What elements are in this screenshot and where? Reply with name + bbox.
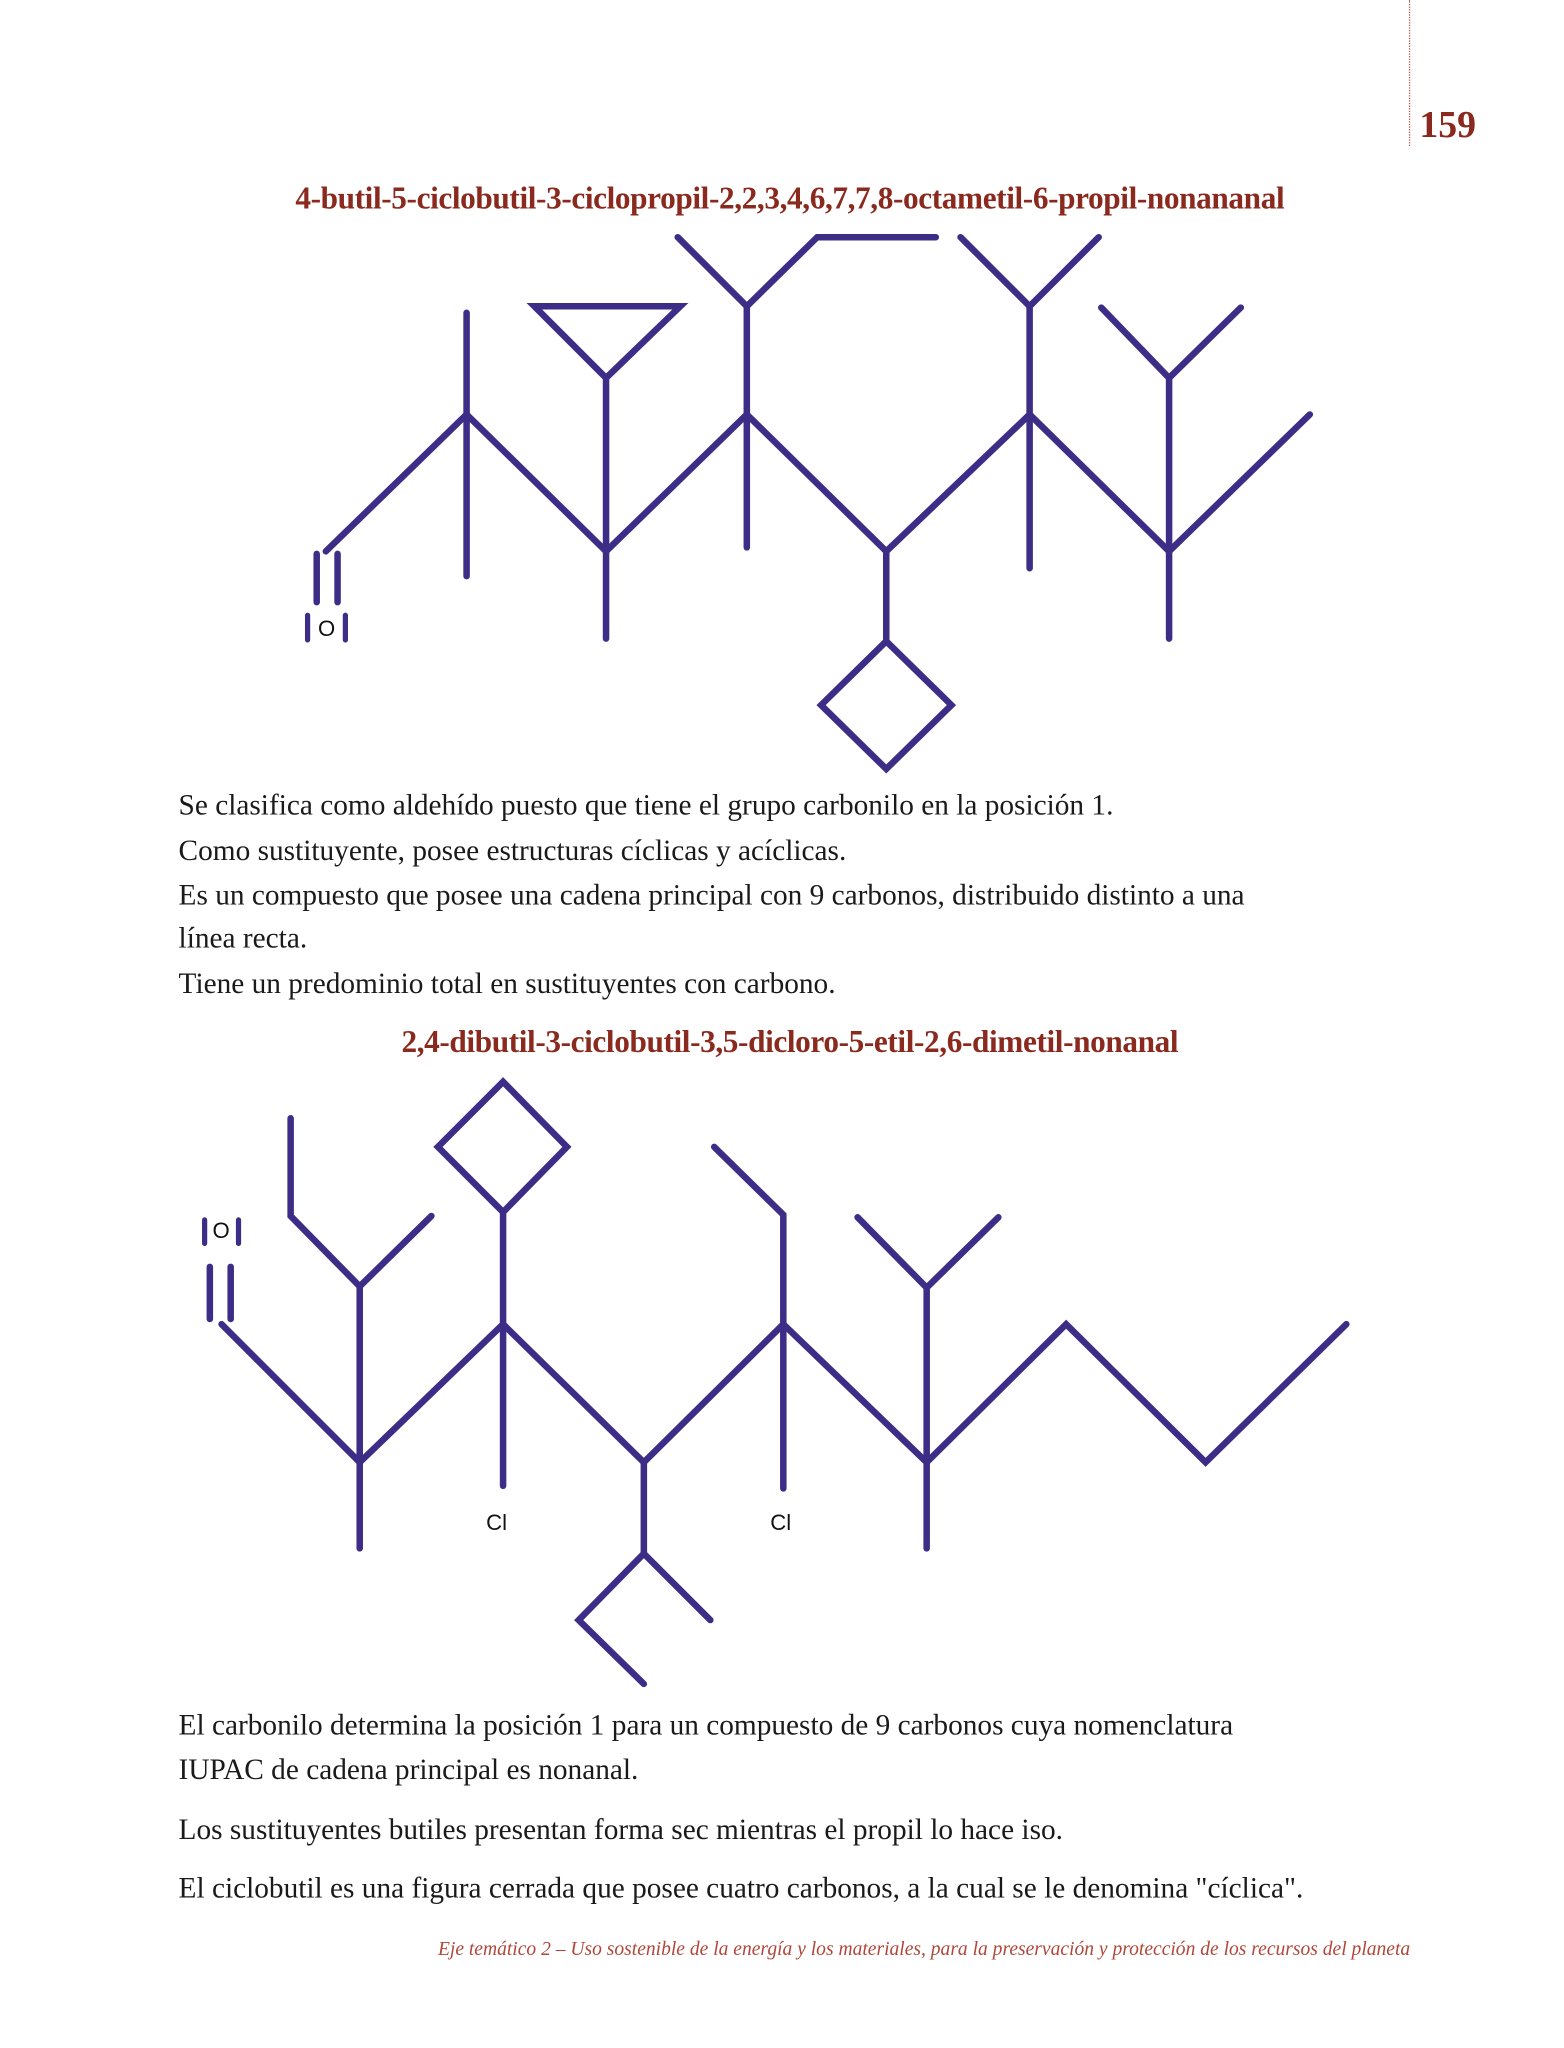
paragraph-line: Los sustituyentes butiles presentan forma sec mientras el propil lo hace iso. (178, 1812, 1063, 1846)
chlorine-label: Cl (770, 1510, 792, 1536)
molecule-2-title: 2,4-dibutil-3-ciclobutil-3,5-dicloro-5-etil-2,6-dimetil-nonanal (401, 1025, 1179, 1060)
paragraph-line: El carbonilo determina la posición 1 para un compuesto de 9 carbonos cuya nomenclatura (178, 1708, 1234, 1742)
paragraph-line: Se clasifica como aldehído puesto que tiene el grupo carbonilo en la posición 1. (178, 788, 1114, 822)
paragraph-line: Tiene un predominio total en sustituyentes con carbono. (178, 967, 836, 1000)
page-number: 159 (1419, 104, 1477, 146)
paragraph-line: línea recta. (178, 921, 308, 955)
ethyl-bond (714, 1147, 783, 1324)
oxygen-label: O (212, 1218, 230, 1244)
oxygen-label: O (318, 616, 336, 642)
butyl-branch (291, 1118, 432, 1286)
paragraph-line: Como sustituyente, posee estructuras cíclicas y acíclicas. (178, 834, 847, 867)
footer-caption: Eje temático 2 – Uso sostenible de la energía y los materiales, para la preservación y protección de los recursos del planeta (437, 1939, 1411, 1961)
cyclobutyl-ring (438, 1082, 567, 1212)
chlorine-label: Cl (486, 1510, 508, 1536)
paragraph-line: El ciclobutil es una figura cerrada que posee cuatro carbonos, a la cual se le denomina "cíclica". (178, 1871, 1304, 1905)
paragraph-line: IUPAC de cadena principal es nonanal. (178, 1752, 639, 1786)
molecule-1-title: 4-butil-5-ciclobutil-3-ciclopropil-2,2,3,4,6,7,7,8-octametil-6-propil-nonananal (295, 182, 1285, 217)
isopropyl-branch (858, 1217, 999, 1287)
butyl-branch (579, 1554, 711, 1684)
paragraph-line: Es un compuesto que posee una cadena principal con 9 carbonos, distribuido distinto a una (178, 878, 1245, 912)
